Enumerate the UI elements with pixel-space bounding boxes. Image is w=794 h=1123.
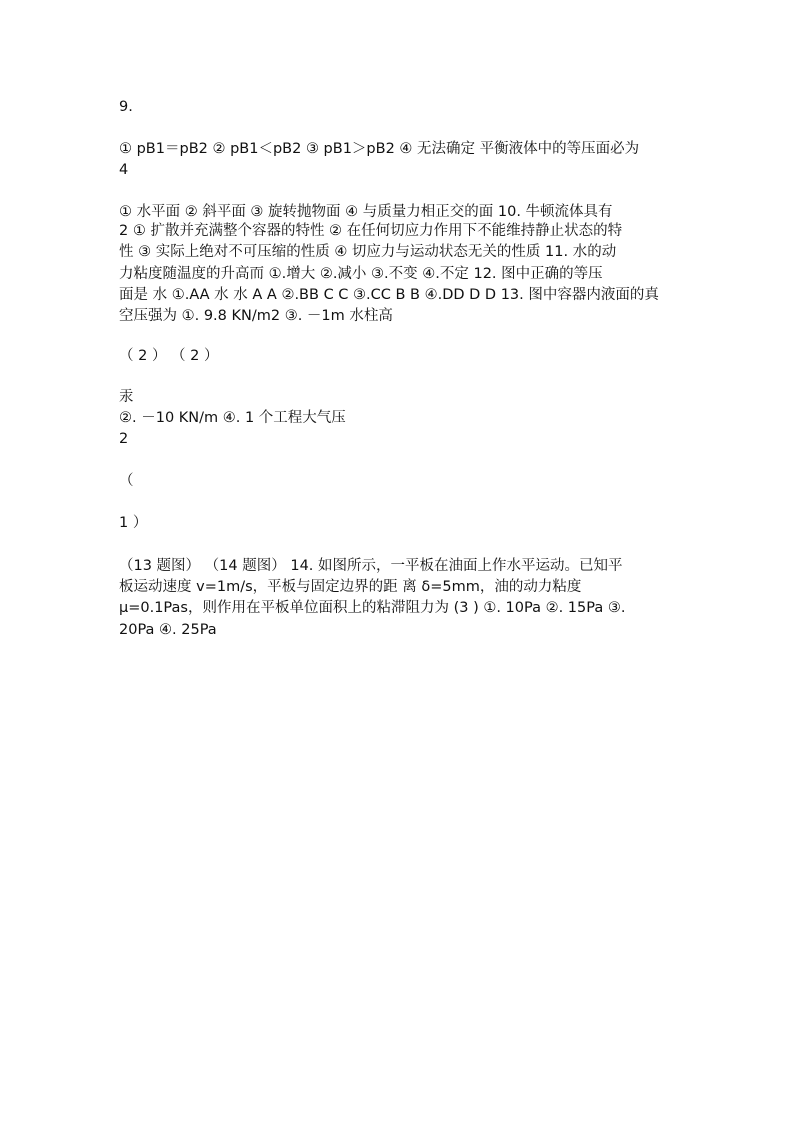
question-9-number: 9.: [119, 99, 133, 115]
question-14-line-3: μ=0.1Pas，则作用在平板单位面积上的粘滞阻力为 (3 ) ①. 10Pa ②. 15Pa ③.: [119, 600, 626, 616]
answer-markers: （ 2 ） （ 2 ）: [119, 348, 219, 364]
question-13-line: 空压强为 ①. 9.8 KN/m2 ③. －1m 水柱高: [119, 308, 393, 324]
question-options-line: ① 水平面 ② 斜平面 ③ 旋转抛物面 ④ 与质量力相正交的面 10. 牛顿流体具有: [119, 204, 613, 220]
question-9-options: ① pB1＝pB2 ② pB1＜pB2 ③ pB1＞pB2 ④ 无法确定 平衡液体中的等压面必为: [119, 141, 640, 157]
open-parenthesis: （: [119, 473, 134, 489]
question-number-4: 4: [119, 162, 129, 178]
question-14-line-2: 板运动速度 v=1m/s，平板与固定边界的距 离 δ=5mm，油的动力粘度: [119, 579, 582, 595]
question-13-options: ②. －10 KN/m ④. 1 个工程大气压: [119, 410, 346, 426]
question-12-line: 面是 水 ①.AA 水 水 A A ②.BB C C ③.CC B B ④.DD D D 13. 图中容器内液面的真: [119, 287, 659, 303]
question-10-options-line-1: 2 ① 扩散并充满整个容器的特性 ② 在任何切应力作用下不能维持静止状态的特: [119, 223, 623, 239]
question-14-line-4: 20Pa ④. 25Pa: [119, 622, 217, 638]
question-11-line: 力粘度随温度的升高而 ①.增大 ②.减小 ③.不变 ④.不定 12. 图中正确的等压: [119, 266, 603, 282]
question-14-line-1: （13 题图） （14 题图） 14. 如图所示，一平板在油面上作水平运动。已知平: [119, 558, 623, 574]
question-10-options-line-2: 性 ③ 实际上绝对不可压缩的性质 ④ 切应力与运动状态无关的性质 11. 水的动: [119, 244, 617, 260]
figure-number-2: 2: [119, 431, 129, 447]
figure-label-mercury: 汞: [119, 389, 134, 405]
answer-marker-1: 1 ）: [119, 515, 148, 531]
